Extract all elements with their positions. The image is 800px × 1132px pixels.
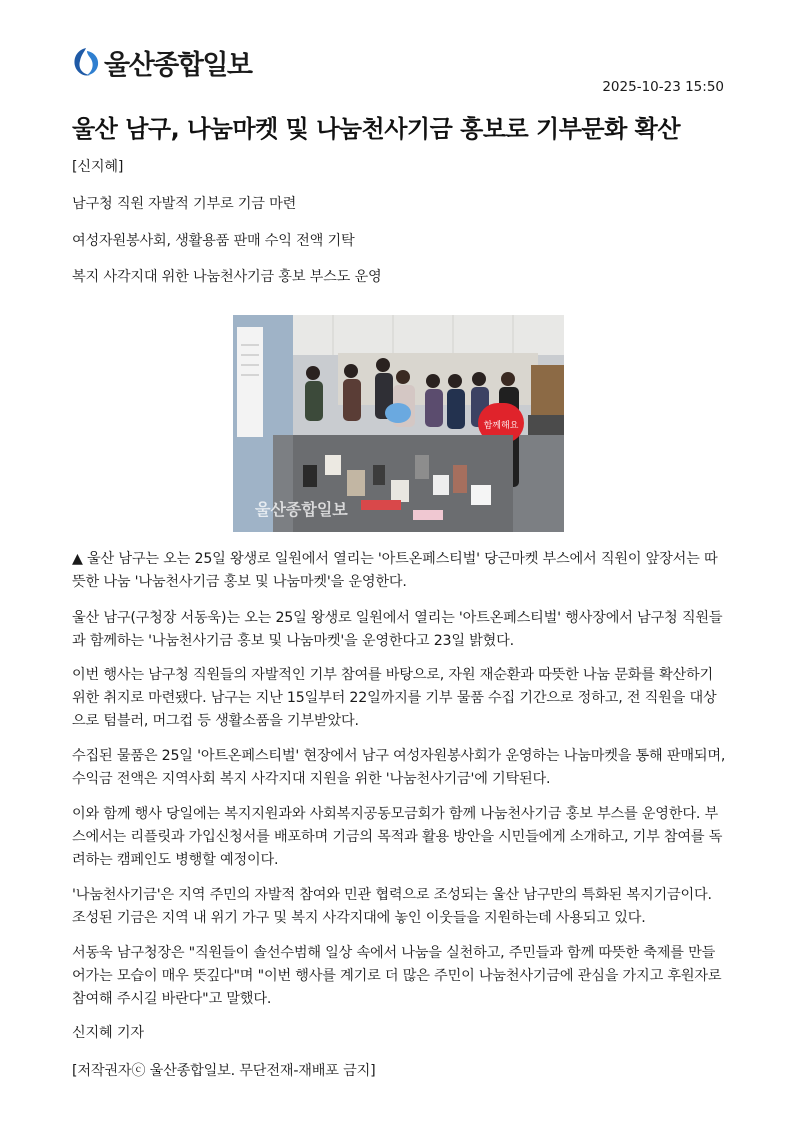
- paragraph-6: 서동욱 남구청장은 "직원들이 솔선수범해 일상 속에서 나눔을 실천하고, 주민들과 함께 따뜻한 축제를 만들어가는 모습이 매우 뜻깊다"며 "이번 행사를 계기로 더 많은 주민이 나눔천사기금에 관심을 가지고 후원자로 참여해 주시길 바란다"고 말했다.: [72, 945, 722, 1007]
- publish-timestamp: 2025-10-23 15:50: [602, 79, 724, 95]
- photo-caption: ▲ 울산 남구는 오는 25일 왕생로 일원에서 열리는 '아트온페스티벌' 당근마켓 부스에서 직원이 앞장서는 따뜻한 나눔 '나눔천사기금 홍보 및 나눔마켓'을 운영한다.: [72, 551, 718, 590]
- paragraph-1: 울산 남구(구청장 서동욱)는 오는 25일 왕생로 일원에서 열리는 '아트온페스티벌' 행사장에서 남구청 직원들과 함께하는 '나눔천사기금 홍보 및 나눔마켓'을 운영한다고 23일 밝혔다.: [72, 610, 723, 649]
- copyright-notice: [저작권자ⓒ 울산종합일보. 무단전재-재배포 금지]: [72, 1063, 376, 1079]
- reporter-name: 신지혜 기자: [72, 1025, 144, 1041]
- subhead-2: 여성자원봉사회, 생활용품 판매 수익 전액 기탁: [72, 233, 355, 249]
- article-headline: 울산 남구, 나눔마켓 및 나눔천사기금 홍보로 기부문화 확산: [72, 115, 681, 143]
- logo-text: 울산종합일보: [104, 49, 252, 81]
- photo-sign-text: 함께해요: [483, 421, 519, 431]
- byline: [신지혜]: [72, 159, 124, 175]
- subhead-3: 복지 사각지대 위한 나눔천사기금 홍보 부스도 운영: [72, 269, 382, 285]
- subhead-1: 남구청 직원 자발적 기부로 기금 마련: [72, 196, 297, 212]
- photo-watermark: 울산종합일보: [255, 500, 348, 519]
- paragraph-4: 이와 함께 행사 당일에는 복지지원과와 사회복지공동모금회가 함께 나눔천사기금 홍보 부스를 운영한다. 부스에서는 리플릿과 가입신청서를 배포하며 기금의 목적과 활용 방안을 시민들에게 소개하고, 기부 참여를 독려하는 캠페인도 병행할 예정이다.: [72, 806, 723, 868]
- site-logo[interactable]: [72, 44, 252, 80]
- logo-swirl-icon: [72, 46, 100, 78]
- paragraph-2: 이번 행사는 남구청 직원들의 자발적인 기부 참여를 바탕으로, 자원 재순환과 따뜻한 나눔 문화를 확산하기 위한 취지로 마련됐다. 남구는 지난 15일부터 22일까지를 기부 물품 수집 기간으로 정하고, 전 직원을 대상으로 텀블러, 머그컵 등 생활소품을 기부받았다.: [72, 667, 717, 729]
- paragraph-5: '나눔천사기금'은 지역 주민의 자발적 참여와 민관 협력으로 조성되는 울산 남구만의 특화된 복지기금이다. 조성된 기금은 지역 내 위기 가구 및 복지 사각지대에 놓인 이웃들을 지원하는데 사용되고 있다.: [72, 887, 712, 926]
- article-photo: [233, 315, 564, 532]
- paragraph-3: 수집된 물품은 25일 '아트온페스티벌' 현장에서 남구 여성자원봉사회가 운영하는 나눔마켓을 통해 판매되며, 수익금 전액은 지역사회 복지 사각지대 지원을 위한 '나눔천사기금'에 기탁된다.: [72, 748, 726, 787]
